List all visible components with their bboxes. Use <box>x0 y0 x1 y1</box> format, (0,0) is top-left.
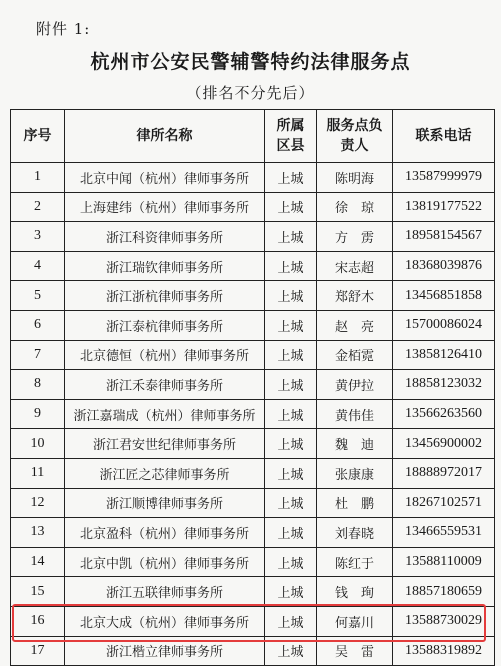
row-district: 上城 <box>265 222 317 252</box>
row-no: 12 <box>11 488 65 518</box>
row-firm: 浙江瑞钦律师事务所 <box>65 251 265 281</box>
row-phone: 13588110009 <box>393 547 495 577</box>
table-row <box>11 606 495 636</box>
row-no: 10 <box>11 429 65 459</box>
row-owner: 黄伟佳 <box>317 399 393 429</box>
header-owner-line2: 责人 <box>340 138 369 154</box>
row-district: 上城 <box>265 488 317 518</box>
table-row <box>11 310 495 340</box>
row-no: 11 <box>11 458 65 488</box>
row-no: 8 <box>11 370 65 400</box>
row-phone: 13858126410 <box>393 340 495 370</box>
row-owner: 金栢霓 <box>317 340 393 370</box>
row-phone: 13587999979 <box>393 163 495 193</box>
row-no: 6 <box>11 310 65 340</box>
row-district: 上城 <box>265 163 317 193</box>
row-phone: 18858123032 <box>393 370 495 400</box>
row-owner: 徐 琼 <box>317 192 393 222</box>
row-owner: 赵 亮 <box>317 310 393 340</box>
row-owner: 方 雳 <box>317 222 393 252</box>
row-firm: 浙江顺博律师事务所 <box>65 488 265 518</box>
row-district: 上城 <box>265 429 317 459</box>
row-owner: 张康康 <box>317 458 393 488</box>
row-firm: 浙江泰杭律师事务所 <box>65 310 265 340</box>
row-no: 2 <box>11 192 65 222</box>
table-header-row <box>11 110 495 163</box>
row-no: 9 <box>11 399 65 429</box>
law-service-table <box>10 109 495 666</box>
row-phone: 13566263560 <box>393 399 495 429</box>
row-district: 上城 <box>265 192 317 222</box>
table-row <box>11 518 495 548</box>
header-district-line2: 区县 <box>276 138 305 154</box>
row-phone: 18267102571 <box>393 488 495 518</box>
header-district-line1: 所属 <box>276 118 305 134</box>
row-firm: 浙江君安世纪律师事务所 <box>65 429 265 459</box>
document-title: 杭州市公安民警辅警特约法律服务点 <box>90 51 411 73</box>
row-phone: 18958154567 <box>393 222 495 252</box>
row-firm: 浙江匠之芯律师事务所 <box>65 458 265 488</box>
row-owner: 钱 珣 <box>317 577 393 607</box>
attachment-label: 附件 1: <box>36 20 91 38</box>
table-row <box>11 488 495 518</box>
header-no: 序号 <box>11 110 65 163</box>
row-no: 3 <box>11 222 65 252</box>
header-phone: 联系电话 <box>393 110 495 163</box>
row-district: 上城 <box>265 518 317 548</box>
row-phone: 13819177522 <box>393 192 495 222</box>
row-phone: 18368039876 <box>393 251 495 281</box>
row-owner: 杜 鹏 <box>317 488 393 518</box>
row-district: 上城 <box>265 340 317 370</box>
row-owner: 吴 雷 <box>317 636 393 666</box>
row-phone: 13456851858 <box>393 281 495 311</box>
row-owner: 宋志超 <box>317 251 393 281</box>
header-owner <box>317 110 393 163</box>
row-firm: 北京德恒（杭州）律师事务所 <box>65 340 265 370</box>
row-district: 上城 <box>265 636 317 666</box>
row-firm: 北京中闻（杭州）律师事务所 <box>65 163 265 193</box>
table-row <box>11 251 495 281</box>
row-firm: 浙江禾泰律师事务所 <box>65 370 265 400</box>
row-firm: 浙江浙杭律师事务所 <box>65 281 265 311</box>
row-phone: 18857180659 <box>393 577 495 607</box>
row-firm: 浙江嘉瑞成（杭州）律师事务所 <box>65 399 265 429</box>
row-district: 上城 <box>265 281 317 311</box>
row-phone: 13588319892 <box>393 636 495 666</box>
row-district: 上城 <box>265 547 317 577</box>
row-owner: 陈红于 <box>317 547 393 577</box>
table-row <box>11 192 495 222</box>
table-row <box>11 163 495 193</box>
row-owner: 陈明海 <box>317 163 393 193</box>
row-owner: 郑舒木 <box>317 281 393 311</box>
row-district: 上城 <box>265 310 317 340</box>
row-no: 4 <box>11 251 65 281</box>
header-district <box>265 110 317 163</box>
row-no: 15 <box>11 577 65 607</box>
row-firm: 浙江科资律师事务所 <box>65 222 265 252</box>
row-no: 5 <box>11 281 65 311</box>
table-row <box>11 577 495 607</box>
row-phone: 13588730029 <box>393 606 495 636</box>
row-phone: 13456900002 <box>393 429 495 459</box>
table-row <box>11 399 495 429</box>
row-owner: 刘春晓 <box>317 518 393 548</box>
row-owner: 魏 迪 <box>317 429 393 459</box>
row-no: 13 <box>11 518 65 548</box>
row-owner: 何嘉川 <box>317 606 393 636</box>
table-row <box>11 222 495 252</box>
row-district: 上城 <box>265 370 317 400</box>
table-row-highlighted <box>11 636 495 666</box>
row-firm: 北京盈科（杭州）律师事务所 <box>65 518 265 548</box>
row-no: 1 <box>11 163 65 193</box>
row-phone: 18888972017 <box>393 458 495 488</box>
row-firm: 浙江五联律师事务所 <box>65 577 265 607</box>
row-firm: 北京中凯（杭州）律师事务所 <box>65 547 265 577</box>
row-firm: 浙江楷立律师事务所 <box>65 636 265 666</box>
row-no: 17 <box>11 636 65 666</box>
header-firm: 律所名称 <box>65 110 265 163</box>
table-row <box>11 547 495 577</box>
table-body <box>11 163 495 666</box>
row-district: 上城 <box>265 399 317 429</box>
table-row <box>11 340 495 370</box>
row-no: 14 <box>11 547 65 577</box>
header-owner-line1: 服务点负 <box>326 118 383 134</box>
table-row <box>11 370 495 400</box>
document-subtitle: （排名不分先后） <box>186 84 315 102</box>
row-firm: 上海建纬（杭州）律师事务所 <box>65 192 265 222</box>
row-owner: 黄伊拉 <box>317 370 393 400</box>
row-no: 7 <box>11 340 65 370</box>
row-phone: 13466559531 <box>393 518 495 548</box>
row-no: 16 <box>11 606 65 636</box>
row-district: 上城 <box>265 577 317 607</box>
table-row <box>11 281 495 311</box>
row-district: 上城 <box>265 251 317 281</box>
row-phone: 15700086024 <box>393 310 495 340</box>
table-row <box>11 458 495 488</box>
row-district: 上城 <box>265 458 317 488</box>
row-district: 上城 <box>265 606 317 636</box>
row-firm: 北京大成（杭州）律师事务所 <box>65 606 265 636</box>
table-row <box>11 429 495 459</box>
